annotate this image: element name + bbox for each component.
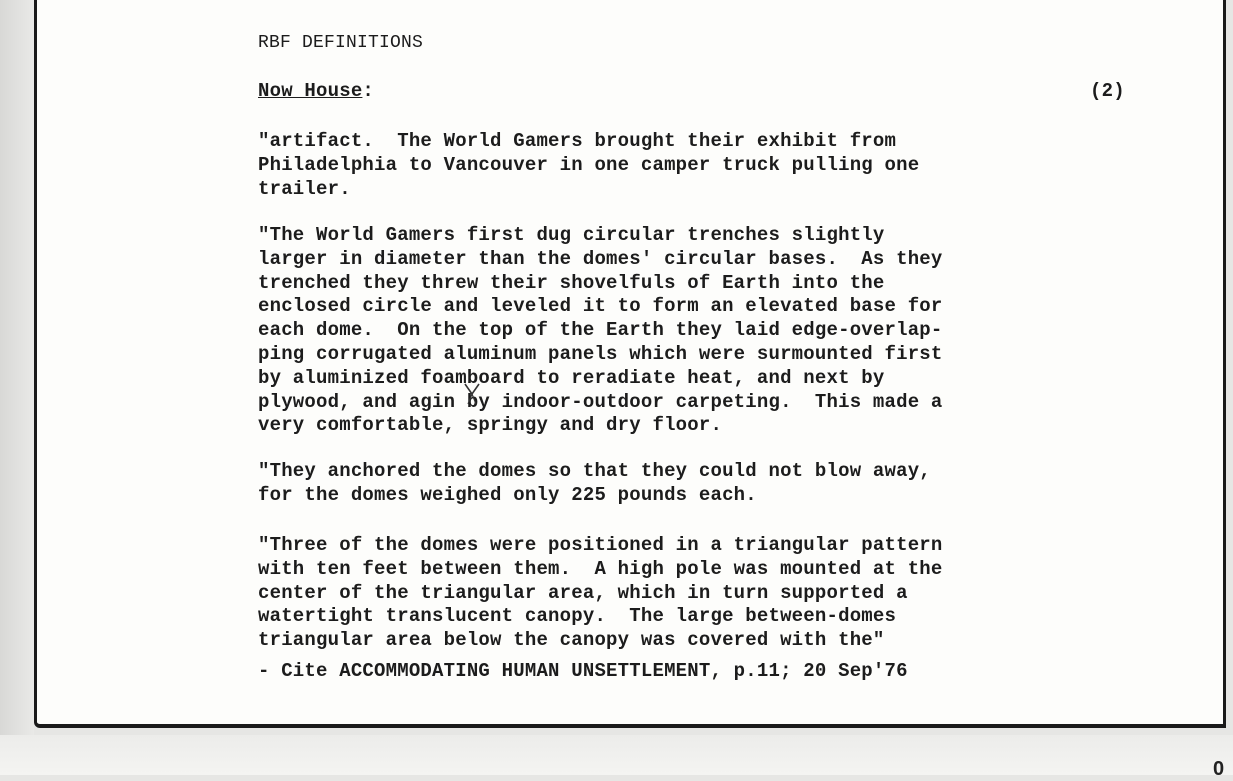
page-number: (2) xyxy=(1090,80,1125,102)
left-margin-strip xyxy=(0,0,34,775)
page-bottom-area xyxy=(0,735,1233,775)
subject-label: Now House xyxy=(258,80,363,102)
subject-colon: : xyxy=(362,80,375,102)
handwritten-caret-mark xyxy=(463,382,481,406)
subject-line xyxy=(258,80,374,102)
paragraph-4: "Three of the domes were positioned in a triangular pattern with ten feet between them. A high pole was mounted at the center of the triangular area, which in turn supported a watertight translucent canopy. The large between-domes triangular area below the canopy was covered with the" xyxy=(258,534,943,652)
paragraph-3: "They anchored the domes so that they could not blow away, for the domes weighed only 225 pounds each. xyxy=(258,460,931,506)
citation-line: - Cite ACCOMMODATING HUMAN UNSETTLEMENT, p.11; 20 Sep'76 xyxy=(258,660,908,682)
paragraph-1: "artifact. The World Gamers brought their exhibit from Philadelphia to Vancouver in one camper truck pulling one trailer. xyxy=(258,130,920,200)
paragraph-2: "The World Gamers first dug circular trenches slightly larger in diameter than the domes' circular bases. As they trenched they threw their shovelfuls of Earth into the enclosed circle and leveled it to form an elevated base for each dome. On the top of the Earth they laid edge-overlap- ping corrugated aluminum panels which were surmounted first by aluminized foamboard to reradiate heat, and next by plywood, and agin by indoor-outdoor carpeting. This made a very comfortable, springy and dry floor. xyxy=(258,224,943,437)
corner-page-mark: 0 xyxy=(1213,758,1225,780)
card-heading: RBF DEFINITIONS xyxy=(258,33,424,53)
